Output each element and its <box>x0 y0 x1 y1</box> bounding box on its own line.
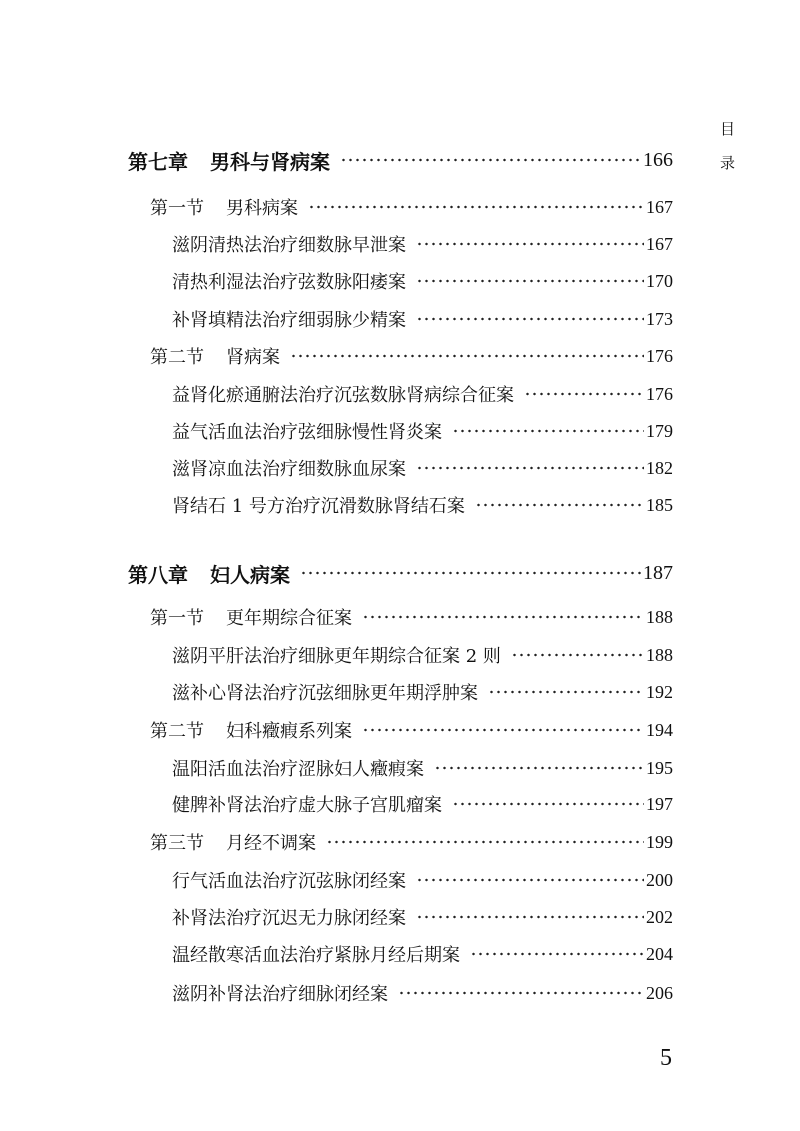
section-title: 肾病案 <box>226 347 280 368</box>
toc-entry[interactable] <box>0 940 800 968</box>
toc-entry[interactable] <box>0 380 800 408</box>
section-number: 第三节 <box>150 833 204 854</box>
chapter-number: 第七章 <box>128 149 188 174</box>
entry-title: 滋阴补肾法治疗细脉闭经案 <box>172 984 388 1005</box>
entry-title: 温经散寒活血法治疗紧脉月经后期案 <box>172 945 460 966</box>
page-ref: 195 <box>646 757 673 778</box>
page-ref: 167 <box>646 196 673 217</box>
leader-dots <box>340 158 641 162</box>
toc-entry[interactable] <box>0 417 800 445</box>
chapter-title: 男科与肾病案 <box>210 149 330 174</box>
toc-entry[interactable] <box>0 903 800 931</box>
section-number: 第二节 <box>150 721 204 742</box>
section-title: 月经不调案 <box>226 833 316 854</box>
leader-dots <box>290 354 644 358</box>
side-label-bottom: 录 <box>720 154 736 172</box>
section-title: 男科病案 <box>226 198 298 219</box>
page-ref: 206 <box>646 982 673 1003</box>
page-ref: 188 <box>646 644 673 665</box>
page-ref: 182 <box>646 457 673 478</box>
entry-title: 行气活血法治疗沉弦脉闭经案 <box>172 871 406 892</box>
page-ref: 185 <box>646 494 673 515</box>
toc-entry[interactable] <box>0 491 800 519</box>
section-number: 第一节 <box>150 198 204 219</box>
toc-section[interactable] <box>0 828 800 856</box>
toc-chapter[interactable] <box>0 146 800 174</box>
leader-dots <box>434 766 644 770</box>
entry-title: 益肾化瘀通腑法治疗沉弦数脉肾病综合征案 <box>172 385 514 406</box>
leader-dots <box>416 466 644 470</box>
entry-title: 滋补心肾法治疗沉弦细脉更年期浮肿案 <box>172 683 478 704</box>
entry-title: 清热利湿法治疗弦数脉阳痿案 <box>172 272 406 293</box>
entry-title: 健脾补肾法治疗虚大脉子宫肌瘤案 <box>172 795 442 816</box>
page-ref: 166 <box>643 148 673 171</box>
section-number: 第一节 <box>150 608 204 629</box>
toc-entry[interactable] <box>0 230 800 258</box>
leader-dots <box>511 653 644 657</box>
entry-title: 补肾法治疗沉迟无力脉闭经案 <box>172 908 406 929</box>
page-ref: 197 <box>646 793 673 814</box>
page-ref: 204 <box>646 943 673 964</box>
leader-dots <box>416 317 644 321</box>
toc-entry[interactable] <box>0 641 800 669</box>
toc-entry[interactable] <box>0 866 800 894</box>
leader-dots <box>362 728 644 732</box>
leader-dots <box>326 840 644 844</box>
entry-title: 益气活血法治疗弦细脉慢性肾炎案 <box>172 422 442 443</box>
leader-dots <box>475 503 644 507</box>
page-ref: 176 <box>646 383 673 404</box>
leader-dots <box>470 952 644 956</box>
toc-section[interactable] <box>0 603 800 631</box>
toc-section[interactable] <box>0 716 800 744</box>
page-ref: 192 <box>646 681 673 702</box>
leader-dots <box>452 802 644 806</box>
leader-dots <box>452 429 644 433</box>
leader-dots <box>362 615 644 619</box>
leader-dots <box>398 991 644 995</box>
toc-entry[interactable] <box>0 754 800 782</box>
entry-title: 肾结石 1 号方治疗沉滑数脉肾结石案 <box>172 496 465 517</box>
leader-dots <box>524 392 644 396</box>
chapter-number: 第八章 <box>128 562 188 587</box>
chapter-title: 妇人病案 <box>210 562 290 587</box>
page-ref: 170 <box>646 270 673 291</box>
page-ref: 194 <box>646 719 673 740</box>
toc-entry[interactable] <box>0 454 800 482</box>
section-number: 第二节 <box>150 347 204 368</box>
toc-entry[interactable] <box>0 678 800 706</box>
toc-chapter[interactable] <box>0 559 800 587</box>
leader-dots <box>416 279 644 283</box>
page-ref: 200 <box>646 869 673 890</box>
entry-title: 滋阴清热法治疗细数脉早泄案 <box>172 235 406 256</box>
page-ref: 199 <box>646 831 673 852</box>
leader-dots <box>308 205 644 209</box>
leader-dots <box>416 915 644 919</box>
section-title: 妇科癥瘕系列案 <box>226 721 352 742</box>
page-ref: 187 <box>643 561 673 584</box>
section-title: 更年期综合征案 <box>226 608 352 629</box>
leader-dots <box>416 242 644 246</box>
page-ref: 202 <box>646 906 673 927</box>
toc-entry[interactable] <box>0 305 800 333</box>
page-ref: 188 <box>646 606 673 627</box>
toc-section[interactable] <box>0 193 800 221</box>
toc-entry[interactable] <box>0 267 800 295</box>
toc-entry[interactable] <box>0 979 800 1007</box>
page-ref: 179 <box>646 420 673 441</box>
leader-dots <box>488 690 644 694</box>
page-ref: 167 <box>646 233 673 254</box>
entry-title: 滋肾凉血法治疗细数脉血尿案 <box>172 459 406 480</box>
entry-title: 滋阴平肝法治疗细脉更年期综合征案 2 则 <box>172 646 501 667</box>
leader-dots <box>416 878 644 882</box>
leader-dots <box>300 571 641 575</box>
page-ref: 176 <box>646 345 673 366</box>
side-label-top: 目 <box>720 120 736 138</box>
entry-title: 补肾填精法治疗细弱脉少精案 <box>172 310 406 331</box>
toc-section[interactable] <box>0 342 800 370</box>
page-number: 5 <box>660 1045 672 1071</box>
entry-title: 温阳活血法治疗涩脉妇人癥瘕案 <box>172 759 424 780</box>
toc-entry[interactable] <box>0 790 800 818</box>
page-ref: 173 <box>646 308 673 329</box>
